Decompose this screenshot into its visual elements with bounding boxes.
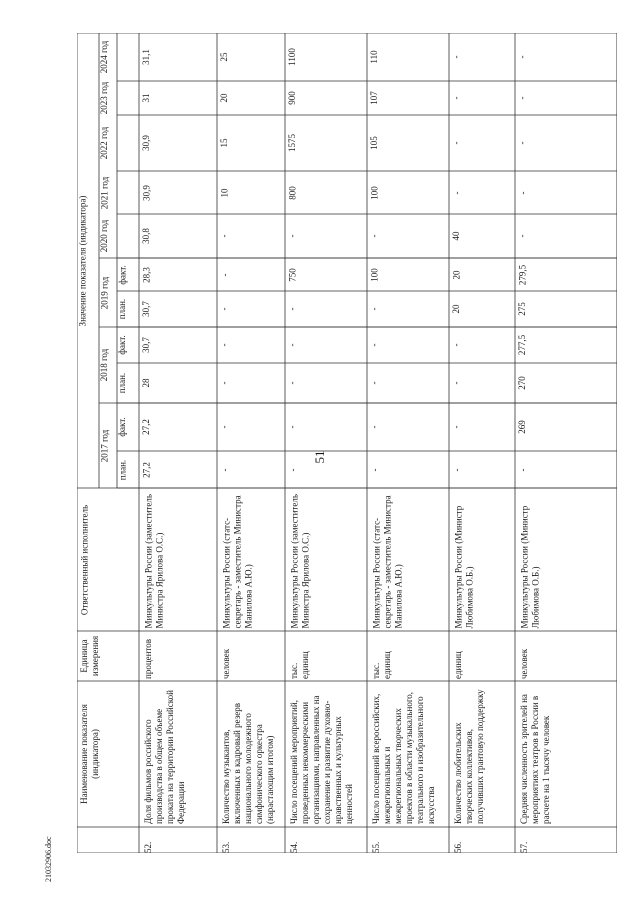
unit-value: единиц [453, 651, 463, 679]
indicator-value: 20 [451, 270, 461, 279]
header-plan: план. [117, 372, 127, 394]
indicator-value: - [219, 468, 229, 471]
indicator-value: - [287, 343, 297, 347]
indicator-value: - [369, 425, 379, 429]
indicator-value: - [287, 425, 297, 429]
indicator-value: - [369, 307, 379, 311]
document-footer: 21032906.doc [44, 836, 53, 882]
header-year-y2020: 2020 год [99, 219, 109, 253]
indicator-value: - [451, 468, 461, 471]
indicator-value: - [287, 307, 297, 311]
header-fact: факт. [117, 417, 127, 437]
indicator-value: - [451, 96, 461, 100]
indicator-value: 10 [219, 188, 229, 197]
indicator-value: - [451, 425, 461, 429]
indicator-value: 28,3 [141, 266, 151, 283]
indicator-name: Средняя численность зрителей на мероприятиях театров в России в расчете на 1 тысячу человек [519, 694, 551, 824]
header-name: Наименование показателя (индикатора) [79, 704, 100, 804]
header-year-y2022: 2022 год [99, 126, 109, 160]
indicator-value: 20 [451, 304, 461, 314]
indicator-value: - [369, 468, 379, 471]
header-year-y2023: 2023 год [99, 81, 109, 115]
indicator-value: 110 [369, 50, 379, 64]
header-fact: факт. [117, 335, 127, 355]
indicator-value: 269 [517, 420, 527, 434]
indicator-value: 800 [287, 185, 297, 200]
row-number: 55. [371, 841, 381, 853]
indicator-value: - [219, 273, 229, 276]
unit-value: человек [221, 648, 231, 679]
indicator-value: - [369, 343, 379, 347]
indicator-value: 30,9 [141, 135, 151, 151]
row-number: 57. [519, 841, 529, 853]
header-unit: Единица измерения [79, 635, 100, 677]
indicator-table [77, 33, 617, 853]
indicator-value: - [517, 234, 527, 238]
indicator-value: 30,9 [141, 184, 151, 201]
indicator-value: 1575 [287, 134, 297, 152]
row-number: 56. [453, 841, 463, 853]
indicator-value: - [451, 55, 461, 59]
header-fact: факт. [117, 264, 127, 285]
indicator-name: Доля фильмов российского производства в общем объеме проката на территории Российской Федерации [143, 690, 186, 824]
indicator-value: 105 [369, 136, 379, 150]
indicator-value: 27,2 [141, 419, 151, 435]
unit-value: человек [519, 648, 529, 679]
row-number: 53. [221, 841, 231, 853]
indicator-name: Число посещений мероприятий, проведенных некоммерческими организациями, направленных на сохранение и развитие духовно-нравственных и культурных ценностей [289, 695, 354, 824]
indicator-value: - [287, 234, 297, 238]
indicator-name: Количество музыкантов, включенных в кадровый резерв национального молодежного симфонического оркестра (нарастающим итогом) [221, 702, 275, 824]
indicator-value: - [369, 234, 379, 238]
indicator-value: 25 [219, 52, 229, 62]
indicator-value: - [451, 381, 461, 385]
header-year-y2024: 2024 год [99, 40, 109, 74]
indicator-value: 270 [517, 376, 527, 390]
indicator-value: 277,5 [517, 334, 527, 356]
indicator-value: - [517, 468, 527, 471]
indicator-value: - [451, 191, 461, 194]
indicator-value: 107 [369, 91, 379, 105]
header-year-y2018: 2018 год [99, 348, 109, 382]
indicator-value: - [517, 96, 527, 100]
header-values-group: Значение показателя (индикатора) [77, 195, 87, 326]
indicator-value: 30,8 [141, 228, 151, 244]
responsible-value: Минкультуры России (заместитель Министра Ярилова О.С.) [143, 493, 164, 628]
indicator-name: Число посещений всероссийских, межрегиональных и межрегиональных творческих проектов в области музыкального, театрального и изобразительного искусства [371, 691, 436, 824]
indicator-value: 31 [141, 93, 151, 103]
indicator-value: - [219, 234, 229, 238]
indicator-value: - [219, 425, 229, 429]
indicator-value: 40 [451, 231, 461, 241]
indicator-value: - [219, 381, 229, 385]
page-number: 51 [312, 450, 327, 464]
responsible-value: Минкультуры России (статс-секретарь - заместитель Министра Манилова А.Ю.) [221, 494, 253, 628]
unit-value: тыс. единиц [371, 651, 392, 679]
header-plan: план. [117, 298, 127, 320]
indicator-value: - [451, 343, 461, 347]
indicator-value: 275 [517, 302, 527, 316]
indicator-value: 15 [219, 138, 229, 148]
indicator-value: - [219, 343, 229, 347]
indicator-value: 279,5 [517, 264, 527, 285]
indicator-value: 30,7 [141, 301, 151, 317]
indicator-value: 28 [141, 378, 151, 388]
indicator-name: Количество любительских творческих коллективов, получивших грантовую поддержку [453, 689, 485, 824]
indicator-value: - [219, 307, 229, 311]
indicator-value: 100 [369, 267, 379, 282]
row-number: 54. [289, 841, 299, 853]
unit-value: тыс. единиц [289, 651, 310, 679]
indicator-value: 100 [369, 185, 379, 200]
responsible-value: Минкультуры России (заместитель Министра Ярилова О.С.) [289, 493, 310, 628]
indicator-value: 31,1 [141, 49, 151, 65]
indicator-value: - [451, 141, 461, 145]
header-responsible: Ответственный исполнитель [79, 504, 89, 615]
indicator-value: 900 [287, 91, 297, 105]
indicator-value: - [517, 55, 527, 59]
indicator-value: 750 [287, 267, 297, 282]
indicator-value: 1100 [287, 48, 297, 66]
indicator-value: 30,7 [141, 337, 151, 353]
header-year-y2017: 2017 год [99, 429, 109, 462]
indicator-value: - [517, 141, 527, 145]
header-year-y2019: 2019 год [99, 276, 109, 309]
responsible-value: Минкультуры России (статс-секретарь - заместитель Министра Манилова А.Ю.) [371, 494, 403, 628]
header-year-y2021: 2021 год [99, 176, 109, 209]
indicator-value: - [369, 381, 379, 385]
indicator-value: 20 [219, 93, 229, 103]
header-plan: план. [117, 459, 127, 480]
unit-value: процентов [143, 638, 153, 679]
responsible-value: Минкультуры России (Министр Любимова О.Б.) [519, 505, 540, 628]
indicator-value: 27,2 [141, 461, 151, 478]
responsible-value: Минкультуры России (Министр Любимова О.Б.) [453, 505, 474, 628]
indicator-value: - [287, 381, 297, 385]
indicator-value: - [517, 191, 527, 194]
indicator-value: - [287, 468, 297, 471]
row-number: 52. [143, 841, 153, 853]
